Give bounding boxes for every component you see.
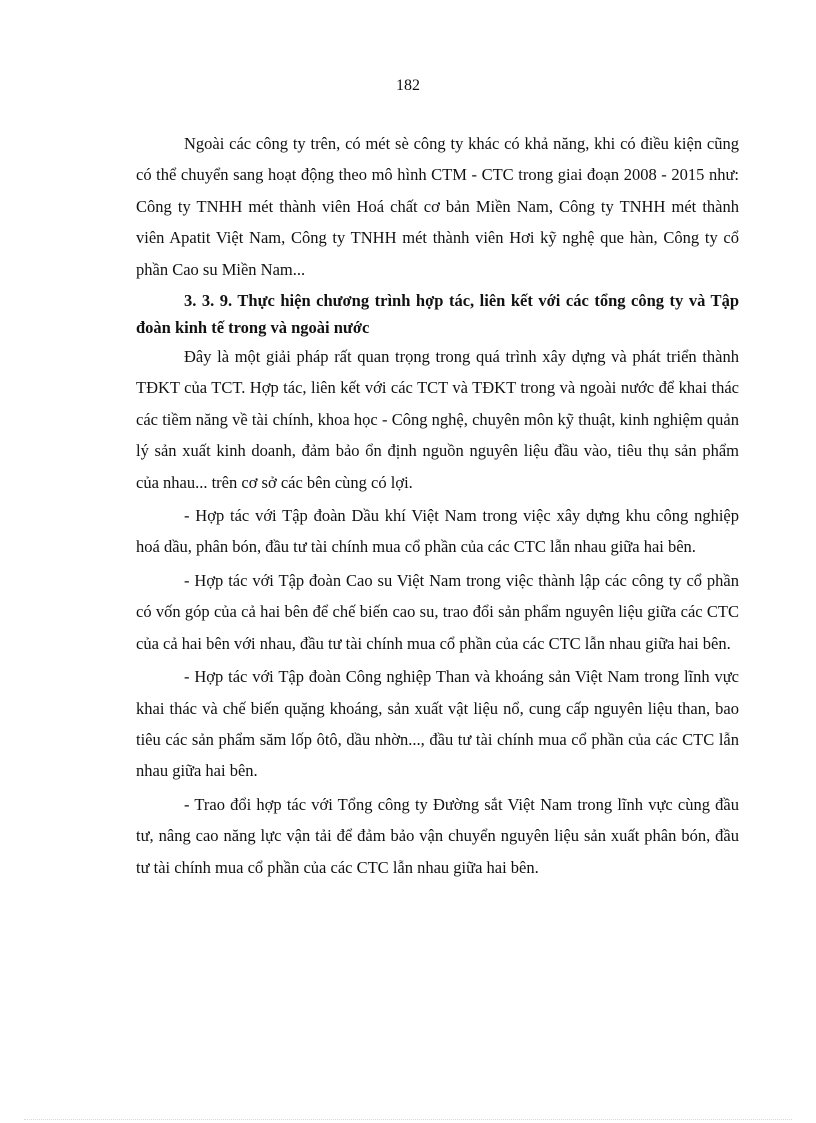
list-item-railway: - Trao đổi hợp tác với Tổng công ty Đường sắt Việt Nam trong lĩnh vực cùng đầu tư, nâng cao năng lực vận tải để đảm bảo vận chuyển nguyên liệu sản xuất phân bón, đầu tư tài chính mua cổ phần của các CTC lẫn nhau giữa hai bên.	[136, 794, 739, 877]
list-item-rubber-group: - Hợp tác với Tập đoàn Cao su Việt Nam trong việc thành lập các công ty cổ phần có vốn góp của cả hai bên để chế biến cao su, trao đổi sản phẩm nguyên liệu giữa các CTC của cả hai bên với nhau, đầu tư tài chính mua cổ phần của các CTC lẫn nhau giữa hai bên.	[136, 570, 739, 653]
document-body	[136, 128, 739, 883]
section-heading: 3. 3. 9. Thực hiện chương trình hợp tác, liên kết với các tổng công ty và Tập đoàn kinh tế trong và ngoài nước	[136, 291, 739, 338]
footer-divider	[24, 1119, 792, 1120]
list-item-petrovietnam: - Hợp tác với Tập đoàn Dầu khí Việt Nam trong việc xây dựng khu công nghiệp hoá dầu, phân bón, đầu tư tài chính mua cổ phần của các CTC lẫn nhau giữa hai bên.	[136, 506, 739, 557]
list-item-coal-group: - Hợp tác với Tập đoàn Công nghiệp Than và khoáng sản Việt Nam trong lĩnh vực khai thác và chế biến quặng khoáng, sản xuất vật liệu nổ, cung cấp nguyên liệu than, bao tiêu các sản phẩm săm lốp ôtô, dầu nhờn..., đầu tư tài chính mua cổ phần của các CTC lẫn nhau giữa hai bên.	[136, 667, 739, 781]
page-number: 182	[396, 77, 420, 94]
paragraph-overview: Đây là một giải pháp rất quan trọng trong quá trình xây dựng và phát triển thành TĐKT của TCT. Hợp tác, liên kết với các TCT và TĐKT trong và ngoài nước để khai thác các tiềm năng về tài chính, khoa học - Công nghệ, chuyên môn kỹ thuật, kinh nghiệm quản lý sản xuất kinh doanh, đảm bảo ổn định nguồn nguyên liệu đầu vào, tiêu thụ sản phẩm của nhau... trên cơ sở các bên cùng có lợi.	[136, 347, 739, 492]
paragraph-intro: Ngoài các công ty trên, có mét sè công ty khác có khả năng, khi có điều kiện cũng có thể chuyển sang hoạt động theo mô hình CTM - CTC trong giai đoạn 2008 - 2015 như: Công ty TNHH mét thành viên Hoá chất cơ bản Miền Nam, Công ty TNHH mét thành viên Apatit Việt Nam, Công ty TNHH mét thành viên Hơi kỹ nghệ que hàn, Công ty cổ phần Cao su Miền Nam...	[136, 134, 739, 279]
